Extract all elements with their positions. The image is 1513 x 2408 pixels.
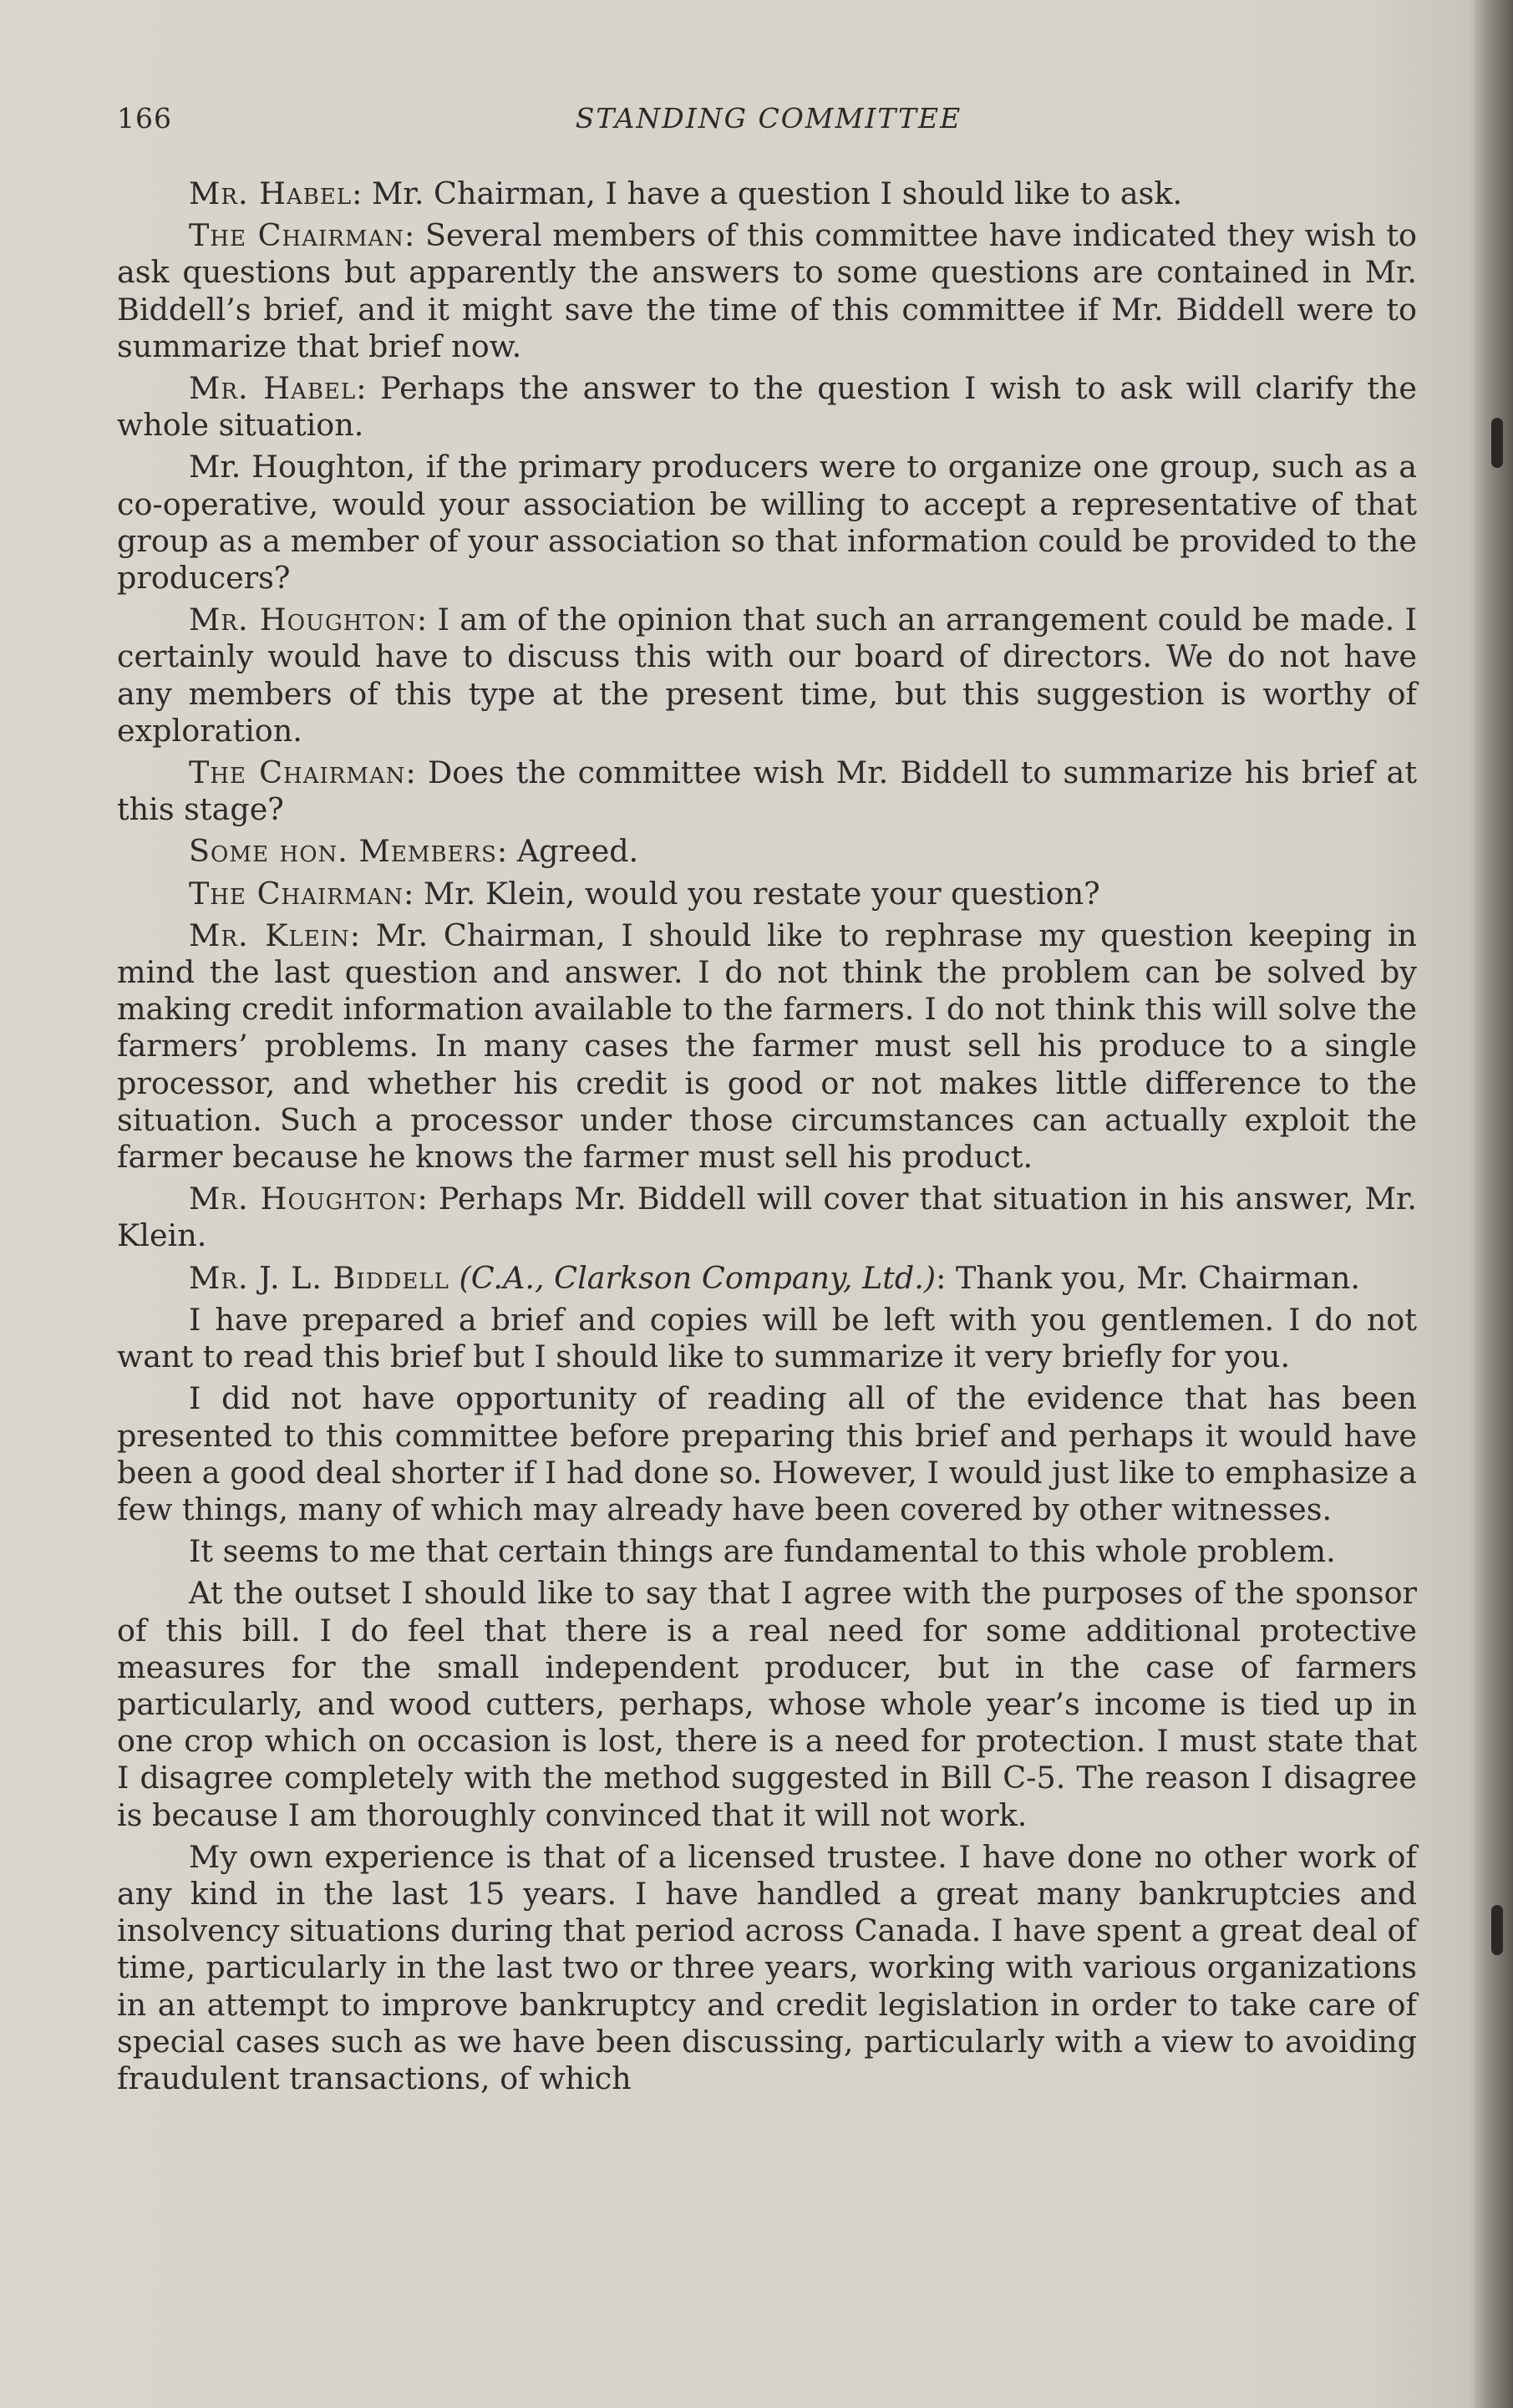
paragraph-text: : I am of the opinion that such an arrangement could be made. I certainly would have to discuss this with our board of directors. We do not have any members of this type at the present time, but this suggestion is worthy of exploration.: [117, 602, 1417, 749]
paragraph-8: [117, 876, 1417, 912]
paragraph-15: [117, 1575, 1417, 1833]
paragraph-text: I did not have opportunity of reading all of the evidence that has been presented to this committee before preparing this brief and perhaps it would have been a good deal shorter if I had done so. However, I would just like to emphasize a few things, many of which may already have been covered by other witnesses.: [117, 1380, 1417, 1527]
page-edge-shadow: [1475, 0, 1513, 2408]
speaker-name: The Chairman: [189, 754, 406, 791]
paragraph-1: [117, 175, 1417, 212]
running-head: STANDING COMMITTEE: [575, 102, 962, 135]
paragraph-13: [117, 1380, 1417, 1528]
paragraph-16: [117, 1839, 1417, 2097]
paragraph-text: : Mr. Chairman, I have a question I should like to ask.: [352, 175, 1183, 211]
paragraph-text: : Thank you, Mr. Chairman.: [936, 1259, 1361, 1296]
speaker-name: Mr. Houghton: [189, 1181, 418, 1217]
speaker-name: Mr. Habel: [189, 370, 357, 407]
paragraph-text: My own experience is that of a licensed trustee. I have done no other work of any kind in the last 15 years. I have handled a great many bankruptcies and insolvency situations during that period across Canada. I have spent a great deal of time, particularly in the last two or three years, working with various organizations in an attempt to improve bankruptcy and credit legislation in order to take care of special cases such as we have been discussing, particularly with a view to avoiding fraudulent transactions, of which: [117, 1838, 1417, 2096]
paragraph-text: Mr. Houghton, if the primary producers were to organize one group, such as a co-operative, would your association be willing to accept a representative of that group as a member of your association so that information could be provided to the producers?: [117, 449, 1417, 597]
paragraph-7: [117, 833, 1417, 870]
paragraph-3: [117, 370, 1417, 444]
paragraph-4: [117, 449, 1417, 597]
binding-tab-lower: [1491, 1905, 1503, 1955]
paragraph-text: At the outset I should like to say that I agree with the purposes of the sponsor of this bill. I do feel that there is a real need for some additional protective measures for the small independent producer, but in the case of farmers particularly, and wood cutters, perhaps, whose whole year’s income is tied up in one crop which on occasion is lost, there is a need for protection. I must state that I disagree completely with the method suggested in Bill C-5. The reason I disagree is because I am thoroughly convinced that it will not work.: [117, 1575, 1417, 1833]
page-number: 166: [117, 102, 172, 135]
paragraph-text: It seems to me that certain things are fundamental to this whole problem.: [189, 1533, 1336, 1570]
paragraph-text: : Perhaps the answer to the question I wish to ask will clarify the whole situation.: [117, 370, 1417, 444]
paragraph-12: [117, 1302, 1417, 1375]
speaker-name: Mr. J. L. Biddell: [189, 1259, 449, 1296]
paragraph-6: [117, 754, 1417, 828]
paragraph-9: [117, 917, 1417, 1176]
speaker-name: The Chairman: [189, 217, 405, 254]
speaker-name: Mr. Houghton: [189, 602, 417, 638]
paragraph-text: : Agreed.: [496, 833, 639, 870]
paragraph-10: [117, 1181, 1417, 1254]
speaker-name: Some hon. Members: [189, 833, 497, 870]
speaker-name: The Chairman: [189, 875, 404, 912]
speaker-name: Mr. Habel: [189, 175, 353, 211]
paragraph-text: : Mr. Klein, would you restate your question?: [403, 875, 1100, 912]
transcript-body: [117, 175, 1417, 2102]
speaker-affiliation: (C.A., Clarkson Company, Ltd.): [459, 1259, 937, 1296]
paragraph-11: [117, 1260, 1417, 1297]
paragraph-text: I have prepared a brief and copies will be left with you gentlemen. I do not want to read this brief but I should like to summarize it very briefly for you.: [117, 1301, 1417, 1375]
binding-tab-upper: [1491, 418, 1503, 468]
paragraph-text: : Perhaps Mr. Biddell will cover that situation in his answer, Mr. Klein.: [117, 1181, 1417, 1254]
paragraph-text: : Mr. Chairman, I should like to rephrase my question keeping in mind the last question and answer. I do not think the problem can be solved by making credit information available to the farmers. I do not think this will solve the farmers’ problems. In many cases the farmer must sell his produce to a single processor, and whether his credit is good or not makes little difference to the situation. Such a processor under those circumstances can actually exploit the farmer because he knows the farmer must sell his product.: [117, 917, 1417, 1176]
paragraph-14: [117, 1533, 1417, 1570]
paragraph-5: [117, 602, 1417, 749]
page-header: [117, 99, 1420, 149]
paragraph-text: : Does the committee wish Mr. Biddell to summarize his brief at this stage?: [117, 754, 1417, 828]
speaker-name: Mr. Klein: [189, 917, 350, 953]
paragraph-text: : Several members of this committee have indicated they wish to ask questions but apparently the answers to some questions are contained in Mr. Biddell’s brief, and it might save the time of this committee if Mr. Biddell were to summarize that brief now.: [117, 217, 1417, 364]
paragraph-2: [117, 217, 1417, 365]
